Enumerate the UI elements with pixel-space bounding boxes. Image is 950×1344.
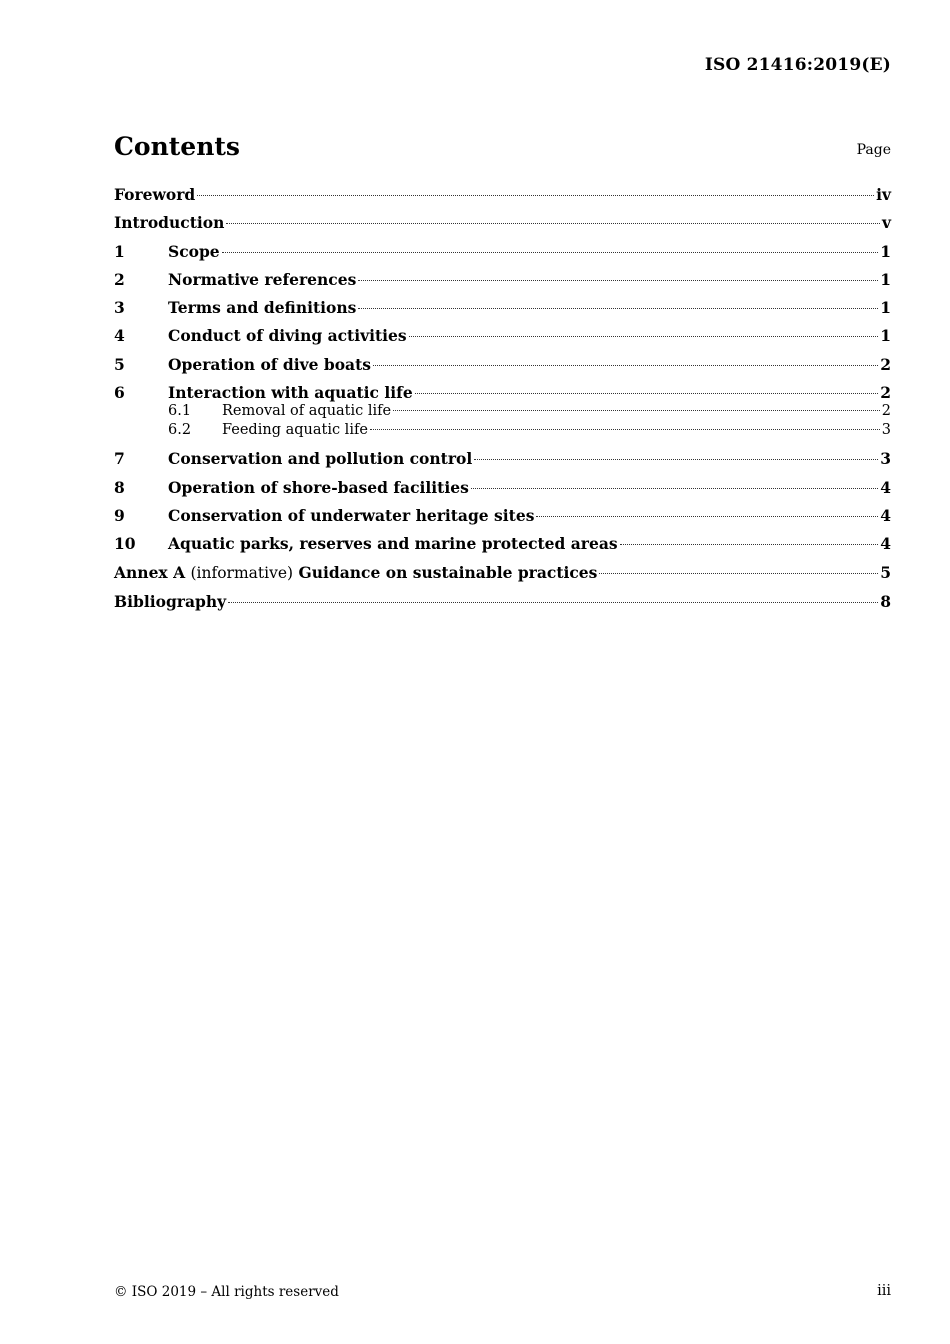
dot-leader bbox=[409, 335, 879, 337]
toc-entry-page: 1 bbox=[880, 298, 891, 318]
toc-entry-title: Conservation and pollution control bbox=[168, 449, 473, 469]
toc-entry-title: Foreword bbox=[114, 185, 196, 204]
toc-entry-page: 2 bbox=[881, 403, 891, 420]
toc-entry-page: 1 bbox=[880, 269, 891, 289]
toc-entry-page: 4 bbox=[880, 505, 891, 525]
toc-entry-title: Operation of dive boats bbox=[168, 354, 371, 374]
dot-leader bbox=[228, 601, 878, 603]
dot-leader bbox=[358, 307, 878, 309]
dot-leader bbox=[620, 543, 879, 545]
dot-leader bbox=[370, 428, 880, 430]
toc-entry-title: Feeding aquatic life bbox=[222, 422, 368, 439]
toc-entry-page: 5 bbox=[880, 562, 891, 582]
toc-entry-title: Conduct of diving activities bbox=[168, 326, 407, 346]
toc-entry-interaction-with-aquatic-life[interactable] bbox=[114, 383, 891, 402]
annex-label: Annex A bbox=[114, 562, 186, 582]
toc-entry-number: 9 bbox=[114, 505, 125, 525]
dot-leader bbox=[373, 364, 878, 366]
toc-subentry-removal-of-aquatic-life[interactable] bbox=[114, 402, 891, 421]
toc-entry-title bbox=[114, 563, 597, 583]
toc-entry-title: Terms and definitions bbox=[168, 298, 357, 318]
dot-leader bbox=[599, 572, 878, 574]
dot-leader bbox=[393, 409, 880, 411]
toc-entry-annex-a[interactable] bbox=[114, 563, 891, 583]
toc-entry-foreword[interactable] bbox=[114, 185, 891, 204]
annex-informative-label: (informative) bbox=[190, 563, 294, 582]
dot-leader bbox=[222, 251, 879, 253]
toc-entry-page: 3 bbox=[881, 422, 891, 439]
dot-leader bbox=[226, 222, 880, 224]
toc-entry-page: 4 bbox=[880, 477, 891, 497]
toc-entry-conservation-and-pollution-control[interactable] bbox=[114, 449, 891, 468]
toc-entry-number: 6 bbox=[114, 383, 125, 403]
toc-entry-page: 4 bbox=[880, 534, 891, 554]
toc-entry-page: iv bbox=[876, 185, 891, 204]
toc-entry-page: 1 bbox=[880, 326, 891, 346]
contents-title: Contents bbox=[114, 132, 241, 161]
toc-entry-title: Introduction bbox=[114, 213, 225, 233]
toc-entry-title: Aquatic parks, reserves and marine protected areas bbox=[168, 534, 618, 554]
toc-entry-page: 1 bbox=[880, 241, 891, 261]
page-column-label: Page bbox=[856, 142, 891, 158]
toc-entry-number: 8 bbox=[114, 477, 125, 497]
toc-entry-page: v bbox=[881, 213, 891, 233]
footer-copyright: © ISO 2019 – All rights reserved bbox=[114, 1284, 339, 1300]
toc-entry-operation-of-dive-boats[interactable] bbox=[114, 355, 891, 374]
toc-entry-conservation-of-underwater-heritage-sites[interactable] bbox=[114, 506, 891, 525]
toc-entry-operation-of-shore-based-facilities[interactable] bbox=[114, 478, 891, 497]
table-of-contents bbox=[114, 185, 891, 611]
toc-entry-number: 2 bbox=[114, 269, 125, 289]
toc-entry-title: Removal of aquatic life bbox=[222, 403, 392, 420]
toc-entry-number: 6.1 bbox=[168, 403, 192, 420]
toc-entry-number: 3 bbox=[114, 298, 125, 318]
toc-entry-number: 7 bbox=[114, 449, 125, 469]
toc-entry-number: 5 bbox=[114, 354, 125, 374]
document-id: ISO 21416:2019(E) bbox=[704, 55, 891, 75]
toc-entry-title: Conservation of underwater heritage sites bbox=[168, 505, 535, 525]
toc-entry-number: 10 bbox=[114, 534, 136, 554]
toc-entry-number: 4 bbox=[114, 326, 125, 346]
toc-entry-scope[interactable] bbox=[114, 242, 891, 261]
footer-page-number: iii bbox=[877, 1283, 891, 1299]
toc-entry-conduct-of-diving-activities[interactable] bbox=[114, 326, 891, 345]
toc-entry-number: 6.2 bbox=[168, 422, 192, 439]
toc-entry-number: 1 bbox=[114, 241, 125, 261]
toc-entry-page: 2 bbox=[880, 383, 891, 403]
toc-entry-title: Scope bbox=[168, 241, 220, 261]
toc-entry-aquatic-parks[interactable] bbox=[114, 534, 891, 553]
toc-entry-title: Operation of shore-based facilities bbox=[168, 477, 469, 497]
toc-subentry-feeding-aquatic-life[interactable] bbox=[114, 421, 891, 440]
dot-leader bbox=[471, 487, 878, 489]
dot-leader bbox=[197, 194, 874, 196]
dot-leader bbox=[474, 458, 878, 460]
toc-entry-title: Interaction with aquatic life bbox=[168, 383, 413, 403]
dot-leader bbox=[536, 515, 878, 517]
toc-entry-introduction[interactable] bbox=[114, 213, 891, 232]
toc-entry-page: 8 bbox=[880, 591, 891, 611]
dot-leader bbox=[415, 392, 879, 394]
toc-entry-page: 2 bbox=[880, 354, 891, 374]
toc-entry-bibliography[interactable] bbox=[114, 592, 891, 611]
annex-title: Guidance on sustainable practices bbox=[298, 562, 598, 582]
toc-entry-page: 3 bbox=[880, 449, 891, 469]
dot-leader bbox=[358, 279, 878, 281]
toc-entry-terms-and-definitions[interactable] bbox=[114, 298, 891, 317]
toc-entry-normative-references[interactable] bbox=[114, 270, 891, 289]
toc-entry-title: Normative references bbox=[168, 269, 357, 289]
toc-entry-title: Bibliography bbox=[114, 591, 227, 611]
